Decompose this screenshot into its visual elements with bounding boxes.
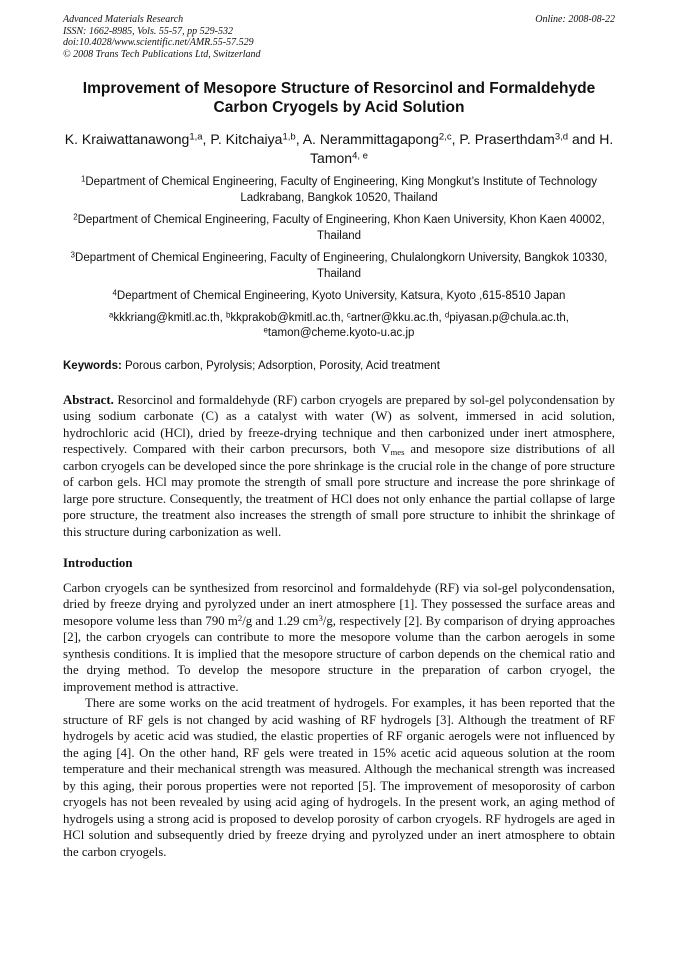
author-separator: and bbox=[568, 131, 600, 147]
paper-page bbox=[63, 14, 615, 860]
keywords bbox=[63, 359, 615, 374]
email-link[interactable]: kkprakob@kmitl.ac.th, bbox=[230, 311, 347, 324]
affiliation-text: Department of Chemical Engineering, Faculty of Engineering, Khon Kaen University, Khon Kaen 40002, Thailand bbox=[77, 214, 605, 242]
affiliation-text: Department of Chemical Engineering, Kyoto University, Katsura, Kyoto ,615-8510 Japan bbox=[116, 290, 566, 302]
abstract-label: Abstract. bbox=[63, 392, 114, 407]
email-superscript: c bbox=[346, 309, 351, 319]
affiliation-number: 2 bbox=[73, 212, 78, 222]
author-superscript: 4, e bbox=[352, 150, 368, 162]
author-superscript: 3,d bbox=[554, 131, 569, 143]
author-name: K. Kraiwattanawong bbox=[64, 131, 190, 147]
author-superscript: 2,c bbox=[438, 131, 452, 143]
author-separator: , bbox=[295, 131, 303, 147]
abstract-subscript: mes bbox=[390, 447, 405, 458]
email-link[interactable]: piyasan.p@chula.ac.th, bbox=[449, 311, 569, 324]
affiliation-number: 3 bbox=[70, 250, 76, 260]
author-list bbox=[63, 130, 615, 168]
abstract-text: and mesopore size distributions of all carbon cryogels can be developed since the pore shrinkage is the crucial role in the change of pore structure of carbon gels. HCl may promote the strength of small pore structure and increase the pore shrinkage of large pore structure. Consequently, the treatment of HCl does not only enhance the partial collapse of large pore structure, the treatment also increases the strength of small pore structure to inhibit the shrinkage of this structure during carbonization as well. bbox=[63, 442, 615, 539]
email-superscript: b bbox=[226, 309, 231, 319]
author-name: P. Praserthdam bbox=[459, 131, 555, 147]
journal-issn: ISSN: 1662-8985, Vols. 55-57, pp 529-532 bbox=[63, 25, 233, 37]
affiliation-3 bbox=[63, 251, 615, 282]
author-name: A. Nerammittagapong bbox=[302, 131, 439, 147]
abstract-text: Resorcinol and formaldehyde (RF) carbon cryogels are prepared by sol-gel polycondensation by using sodium carbonate (C) as a catalyst with water (W) as solvent, immersed in acid solution, hydrochloric acid (HCl), dried by freeze-drying technique and then carbonized under inert atmosphere, respectively. Compared with their carbon precursors, both V bbox=[63, 392, 615, 456]
title-line-1: Improvement of Mesopore Structure of Resorcinol and Formaldehyde bbox=[82, 80, 596, 97]
affiliation-text: Department of Chemical Engineering, Faculty of Engineering, Chulalongkorn University, Bangkok 10330, Thailand bbox=[75, 252, 608, 280]
introduction-paragraph-1 bbox=[63, 580, 615, 696]
journal-header bbox=[63, 14, 615, 60]
author-superscript: 1,b bbox=[282, 131, 296, 143]
email-superscript: a bbox=[109, 309, 114, 319]
affiliation-4 bbox=[63, 289, 615, 305]
paragraph-text: /g and 1.29 cm bbox=[242, 613, 319, 628]
affiliation-number: 4 bbox=[112, 288, 117, 298]
affiliation-number: 1 bbox=[81, 174, 86, 184]
paragraph-text: Carbon cryogels can be synthesized from resorcinol and formaldehyde (RF) via sol-gel polycondensation, dried by freeze drying and pyrolyzed under an inert atmosphere [1]. They possessed the surface areas and mesopore volume less than 790 m bbox=[63, 580, 615, 628]
email-superscript: d bbox=[444, 309, 450, 319]
abstract bbox=[63, 392, 615, 541]
journal-copyright: © 2008 Trans Tech Publications Ltd, Switzerland bbox=[63, 48, 261, 60]
author-name: P. Kitchaiya bbox=[210, 131, 283, 147]
author-separator: , bbox=[451, 131, 460, 147]
keywords-label: Keywords: bbox=[63, 359, 122, 372]
email-link[interactable]: artner@kku.ac.th, bbox=[350, 311, 445, 324]
title-line-2: Carbon Cryogels by Acid Solution bbox=[213, 99, 465, 116]
author-name: H. Tamon bbox=[310, 131, 614, 166]
paper-title bbox=[63, 79, 615, 117]
affiliation-1 bbox=[63, 175, 615, 206]
online-date: Online: 2008-08-22 bbox=[535, 14, 615, 25]
affiliation-text: Department of Chemical Engineering, Faculty of Engineering, King Mongkut’s Institute of Technology Ladkrabang, Bangkok 10520, Thailand bbox=[85, 176, 597, 204]
journal-doi: doi:10.4028/www.scientific.net/AMR.55-57.529 bbox=[63, 37, 254, 48]
email-list bbox=[63, 311, 615, 342]
author-superscript: 1,a bbox=[189, 131, 203, 143]
email-link[interactable]: kkkriang@kmitl.ac.th, bbox=[113, 311, 227, 324]
introduction-heading: Introduction bbox=[63, 556, 133, 570]
unit-superscript: 3 bbox=[318, 612, 323, 623]
email-link[interactable]: tamon@cheme.kyoto-u.ac.jp bbox=[267, 327, 415, 339]
introduction-paragraph-2: There are some works on the acid treatment of hydrogels. For examples, it has been reported that the structure of RF gels is not changed by acid washing of RF hydrogels [3]. Although the treatment of RF hydrogels by acetic acid was studied, the elastic properties of RF organic aerogels were not influenced by the aging [4]. On the other hand, RF gels were treated in 15% acetic acid aqueous solution at the room temperature and their mechanical strength was measured. Although the mechanical strength was increased by this aging, their porous properties were not reported [5]. The improvement of mesoporosity of carbon cryogels has not been revealed by using acid aging of hydrogels. In the present work, an aging method of hydrogels using a strong acid is proposed to develop porosity of carbon cryogels. RF hydrogels are aged in HCl solution and subsequently dried by freeze drying and pyrolyzed under an inert atmosphere to obtain the carbon cryogels. bbox=[63, 696, 615, 859]
unit-superscript: 2 bbox=[237, 612, 243, 623]
paragraph-text: /g, respectively [2]. By comparison of drying approaches [2], the carbon cryogels can contribute to more the mesopore volume than the carbon aerogels in some synthesis conditions. It is implied that the mesopore structure of carbon depends on the chemical ratio and the drying method. To develop the mesopore structure in the preparation of carbon cryogel, the improvement method is attractive. bbox=[63, 613, 616, 694]
journal-name: Advanced Materials Research bbox=[63, 14, 184, 25]
affiliation-2 bbox=[63, 213, 615, 244]
email-superscript: e bbox=[263, 325, 268, 335]
keywords-text: Porous carbon, Pyrolysis; Adsorption, Porosity, Acid treatment bbox=[121, 359, 440, 372]
author-separator: , bbox=[202, 131, 211, 147]
